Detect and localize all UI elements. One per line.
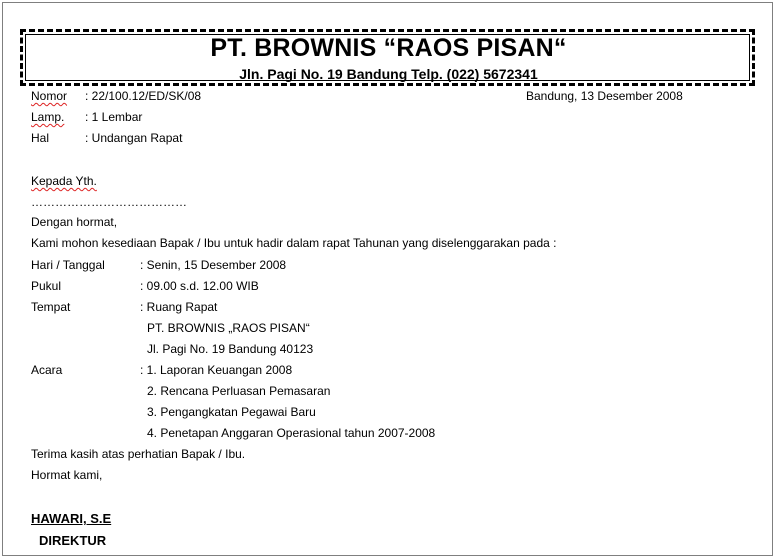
acara-item: 2. Rencana Perluasan Pemasaran bbox=[147, 384, 331, 398]
tempat-label: Tempat bbox=[31, 300, 71, 314]
acara-label: Acara bbox=[31, 363, 63, 377]
recipient-dots: ………………………………… bbox=[31, 195, 187, 209]
hari-label: Hari / Tanggal bbox=[31, 258, 105, 272]
signer-name: HAWARI, S.E bbox=[31, 511, 112, 526]
hal-value: : Undangan Rapat bbox=[85, 131, 183, 145]
acara-item: 3. Pengangkatan Pegawai Baru bbox=[147, 405, 316, 419]
kepada-yth: Kepada Yth. bbox=[31, 174, 97, 188]
hal-label: Hal bbox=[31, 131, 50, 145]
company-name: PT. BROWNIS “RAOS PISAN“ bbox=[210, 34, 567, 62]
tempat-line: PT. BROWNIS „RAOS PISAN“ bbox=[147, 321, 310, 335]
company-address bbox=[0, 66, 777, 82]
company-address-text: Jln. Pagi No. 19 Bandung Telp. (022) 5672341 bbox=[239, 66, 538, 82]
hari-value: : Senin, 15 Desember 2008 bbox=[140, 258, 287, 272]
tempat-line: : Ruang Rapat bbox=[140, 300, 218, 314]
lamp-value: : 1 Lembar bbox=[85, 110, 143, 124]
closing-text: Hormat kami, bbox=[31, 468, 103, 482]
acara-item: 4. Penetapan Anggaran Operasional tahun 2007-2008 bbox=[147, 426, 436, 440]
pukul-label: Pukul bbox=[31, 279, 62, 293]
lamp-label: Lamp. bbox=[31, 110, 65, 124]
letter-date: Bandung, 13 Desember 2008 bbox=[526, 89, 683, 103]
nomor-value: : 22/100.12/ED/SK/08 bbox=[85, 89, 202, 103]
tempat-line: Jl. Pagi No. 19 Bandung 40123 bbox=[147, 342, 314, 356]
intro-text: Kami mohon kesediaan Bapak / Ibu untuk hadir dalam rapat Tahunan yang diselenggarakan pada : bbox=[31, 236, 557, 250]
nomor-label: Nomor bbox=[31, 89, 68, 103]
acara-item: : 1. Laporan Keuangan 2008 bbox=[140, 363, 293, 377]
salutation: Dengan hormat, bbox=[31, 215, 118, 229]
pukul-value: : 09.00 s.d. 12.00 WIB bbox=[140, 279, 259, 293]
thanks-text: Terima kasih atas perhatian Bapak / Ibu. bbox=[31, 447, 246, 461]
signer-title: DIREKTUR bbox=[39, 533, 107, 548]
